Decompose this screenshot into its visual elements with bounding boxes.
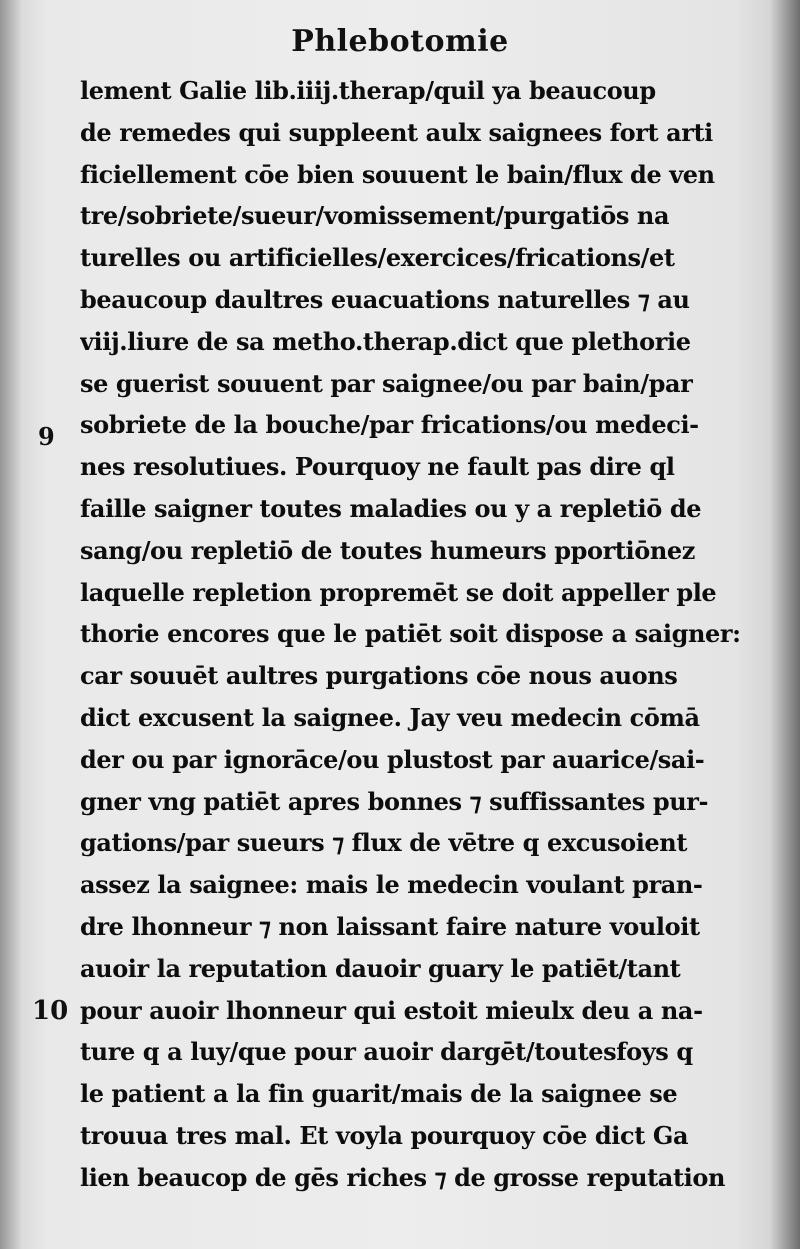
text-line: dict excusent la saignee. Jay veu medecin cōmā bbox=[80, 702, 700, 732]
text-line: nes resolutiues. Pourquoy ne fault pas dire ql bbox=[80, 452, 675, 482]
text-line: faille saigner toutes maladies ou y a repletiō de bbox=[80, 493, 702, 523]
text-line: se guerist souuent par saignee/ou par bain/par bbox=[80, 368, 693, 398]
text-line: trouua tres mal. Et voyla pourquoy cōe dict Ga bbox=[80, 1120, 689, 1150]
text-line: pour auoir lhonneur qui estoit mieulx deu a na- bbox=[80, 995, 703, 1025]
text-line: car souuēt aultres purgations cōe nous auons bbox=[80, 661, 678, 691]
text-line: viij.liure de sa metho.therap.dict que plethorie bbox=[80, 326, 691, 356]
text-line: der ou par ignorāce/ou plustost par auarice/sai- bbox=[80, 744, 705, 774]
text-line: auoir la reputation dauoir guary le patiēt/tant bbox=[80, 953, 681, 983]
running-head: Phlebotomie bbox=[291, 24, 509, 59]
page-gutter-shadow bbox=[0, 0, 22, 1249]
margin-note-9: 9 bbox=[38, 422, 55, 451]
text-line: lien beaucop de gēs riches ⁊ de grosse reputation bbox=[80, 1162, 726, 1192]
page-edge-shadow bbox=[770, 0, 800, 1249]
text-line: sang/ou repletiō de toutes humeurs pportiōnez bbox=[80, 535, 695, 565]
text-line: turelles ou artificielles/exercices/frications/et bbox=[80, 243, 675, 273]
text-line: sobriete de la bouche/par frications/ou medeci- bbox=[80, 410, 699, 440]
margin-note-10: 10 bbox=[32, 996, 69, 1026]
text-line: assez la saignee: mais le medecin voulant pran- bbox=[80, 870, 703, 900]
text-line: laquelle repletion propremēt se doit appeller ple bbox=[80, 577, 717, 607]
text-line: de remedes qui suppleent aulx saignees fort arti bbox=[80, 117, 713, 147]
body-text bbox=[80, 70, 770, 1199]
text-line: ture q a luy/que pour auoir dargēt/toutesfoys q bbox=[80, 1037, 693, 1067]
text-line: dre lhonneur ⁊ non laissant faire nature vouloit bbox=[80, 911, 700, 941]
text-line: gations/par sueurs ⁊ flux de vētre q excusoient bbox=[80, 828, 688, 858]
text-line: thorie encores que le patiēt soit dispose a saigner: bbox=[80, 619, 741, 649]
text-line: le patient a la fin guarit/mais de la saignee se bbox=[80, 1079, 678, 1109]
text-line: lement Galie lib.iiij.therap/quil ya beaucoup bbox=[80, 76, 656, 105]
text-line: gner vng patiēt apres bonnes ⁊ suffissantes pur- bbox=[80, 786, 709, 816]
text-line: ficiellement cōe bien souuent le bain/flux de ven bbox=[80, 159, 715, 189]
text-line: beaucoup daultres euacuations naturelles ⁊ au bbox=[80, 284, 690, 314]
text-line: tre/sobriete/sueur/vomissement/purgatiōs na bbox=[80, 201, 670, 231]
